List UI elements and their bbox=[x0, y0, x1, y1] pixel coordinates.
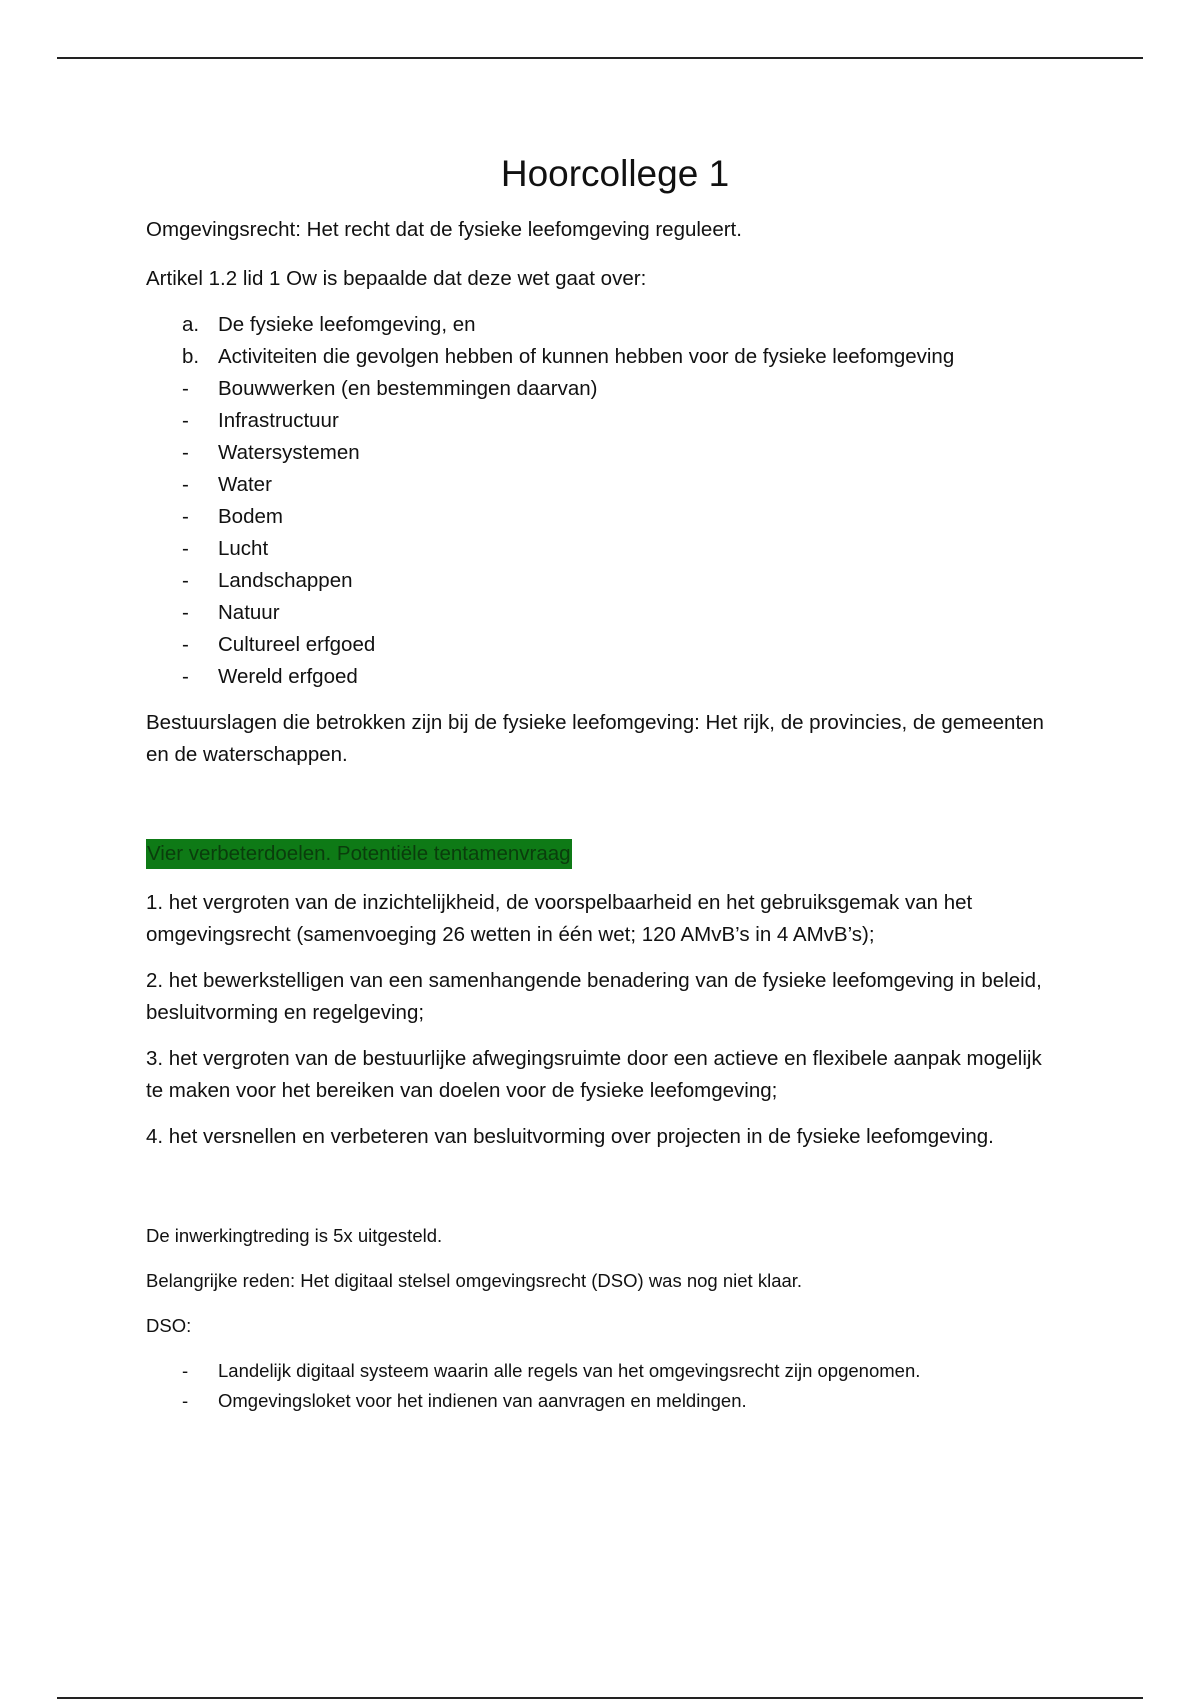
list-item bbox=[146, 405, 1056, 437]
list-item-text: Bouwwerken (en bestemmingen daarvan) bbox=[218, 377, 598, 400]
list-item bbox=[146, 629, 1056, 661]
list-item-text: Cultureel erfgoed bbox=[218, 633, 376, 656]
list-marker: - bbox=[182, 633, 189, 656]
list-item-text: Water bbox=[218, 473, 272, 496]
list-marker: - bbox=[182, 569, 189, 592]
list-marker: - bbox=[182, 1360, 189, 1381]
scope-list bbox=[146, 309, 1056, 693]
footer-rule bbox=[57, 1697, 1143, 1699]
highlight-heading-wrap bbox=[146, 839, 1056, 871]
document-page bbox=[146, 148, 1056, 1416]
dso-label: DSO: bbox=[146, 1315, 192, 1336]
list-item bbox=[146, 597, 1056, 629]
list-item bbox=[146, 565, 1056, 597]
list-marker: - bbox=[182, 473, 189, 496]
list-item bbox=[146, 309, 1056, 341]
list-marker: - bbox=[182, 505, 189, 528]
list-item bbox=[146, 437, 1056, 469]
list-item bbox=[146, 469, 1056, 501]
goal-paragraph: 2. het bewerkstelligen van een samenhangende benadering van de fysieke leefomgeving in beleid, besluitvorming en regelgeving; bbox=[146, 969, 1042, 1024]
article-intro-paragraph: Artikel 1.2 lid 1 Ow is bepaalde dat deze wet gaat over: bbox=[146, 267, 647, 290]
list-item bbox=[146, 1386, 1056, 1416]
header-rule bbox=[57, 57, 1143, 59]
list-item bbox=[146, 501, 1056, 533]
list-marker: - bbox=[182, 1390, 189, 1411]
list-item bbox=[146, 533, 1056, 565]
bestuurslagen-paragraph: Bestuurslagen die betrokken zijn bij de fysieke leefomgeving: Het rijk, de provincies, de gemeenten en de waterschappen. bbox=[146, 711, 1044, 766]
list-item-text: Activiteiten die gevolgen hebben of kunnen hebben voor de fysieke leefomgeving bbox=[218, 345, 955, 368]
list-item-text: Landschappen bbox=[218, 569, 353, 592]
list-item-text: Infrastructuur bbox=[218, 409, 339, 432]
list-item-text: Landelijk digitaal systeem waarin alle regels van het omgevingsrecht zijn opgenomen. bbox=[218, 1360, 921, 1381]
list-item-text: Natuur bbox=[218, 601, 280, 624]
list-marker: - bbox=[182, 665, 189, 688]
list-marker: b. bbox=[182, 345, 200, 368]
page-title: Hoorcollege 1 bbox=[500, 153, 730, 194]
list-marker: - bbox=[182, 537, 189, 560]
dso-list bbox=[146, 1356, 1056, 1416]
list-item-text: Omgevingsloket voor het indienen van aanvragen en meldingen. bbox=[218, 1390, 747, 1411]
goal-paragraph: 3. het vergroten van de bestuurlijke afwegingsruimte door een actieve en flexibele aanpak mogelijk te maken voor het bereiken van doelen voor de fysieke leefomgeving; bbox=[146, 1047, 1042, 1102]
list-item-text: Bodem bbox=[218, 505, 283, 528]
list-marker: - bbox=[182, 601, 189, 624]
list-item bbox=[146, 661, 1056, 693]
list-marker: - bbox=[182, 441, 189, 464]
list-marker: - bbox=[182, 409, 189, 432]
list-item bbox=[146, 373, 1056, 405]
list-marker: - bbox=[182, 377, 189, 400]
list-item-text: Wereld erfgoed bbox=[218, 665, 358, 688]
list-marker: a. bbox=[182, 313, 200, 336]
inwerkingtreding-paragraph: De inwerkingtreding is 5x uitgesteld. bbox=[146, 1225, 443, 1246]
list-item bbox=[146, 1356, 1056, 1386]
list-item-text: Watersystemen bbox=[218, 441, 360, 464]
list-item bbox=[146, 341, 1056, 373]
definition-paragraph: Omgevingsrecht: Het recht dat de fysieke leefomgeving reguleert. bbox=[146, 218, 742, 241]
goal-paragraph: 4. het versnellen en verbeteren van besluitvorming over projecten in de fysieke leefomgeving. bbox=[146, 1125, 994, 1148]
reden-paragraph: Belangrijke reden: Het digitaal stelsel omgevingsrecht (DSO) was nog niet klaar. bbox=[146, 1270, 803, 1291]
list-item-text: Lucht bbox=[218, 537, 269, 560]
list-item-text: De fysieke leefomgeving, en bbox=[218, 313, 476, 336]
goal-paragraph: 1. het vergroten van de inzichtelijkheid, de voorspelbaarheid en het gebruiksgemak van het omgevingsrecht (samenvoeging 26 wetten in één wet; 120 AMvB’s in 4 AMvB’s); bbox=[146, 891, 973, 946]
highlighted-heading: Vier verbeterdoelen. Potentiële tentamenvraag bbox=[146, 839, 572, 869]
